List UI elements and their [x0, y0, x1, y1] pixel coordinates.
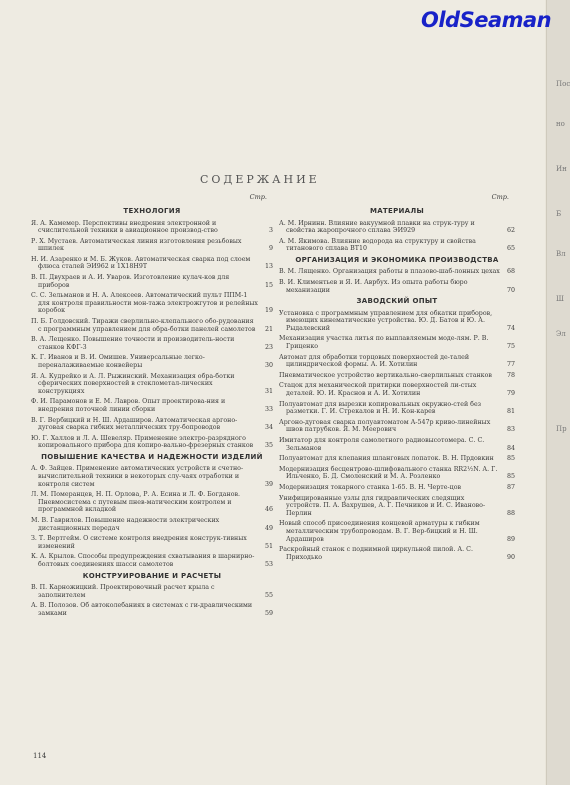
- toc-entry-page: 23: [264, 343, 273, 351]
- adjacent-page-fragment: Б: [556, 210, 562, 218]
- toc-entry[interactable]: [31, 220, 273, 235]
- toc-entry-title: Я. А. Камемер. Перспективы внедрения электронной и счислительной техники в авиационное производ-ство: [31, 219, 218, 235]
- toc-entry[interactable]: [279, 401, 515, 416]
- adjacent-page-fragment: Пос: [556, 80, 570, 88]
- toc-entry-page: 81: [506, 408, 515, 416]
- toc-entry-page: 62: [506, 227, 515, 235]
- toc-entry-title: Р. Х. Мустаев. Автоматическая линия изготовления резьбовых шпилек: [31, 237, 242, 253]
- toc-entry[interactable]: [31, 491, 273, 514]
- toc-entry-page: 68: [506, 268, 515, 276]
- toc-entry-page: 53: [264, 560, 273, 568]
- toc-entry-page: 70: [506, 286, 515, 294]
- toc-entry-title: А. М. Якимова. Влияние водорода на структуру и свойства титанового сплава ВТ10: [279, 237, 476, 253]
- toc-entry[interactable]: [279, 354, 515, 369]
- toc-entry-title: Ф. И. Парамонов и Е. М. Лавров. Опыт проектирова-ния и внедрения поточной линии сборки: [31, 398, 226, 413]
- toc-entry[interactable]: [279, 419, 515, 434]
- page-column-label: Стр.: [249, 193, 267, 201]
- toc-entry-page: 49: [264, 524, 273, 532]
- toc-entry-title: А. Ф. Зайцев. Применение автоматических устройств и счетно-вычислительной техники в некоторых слу-чаях отработки и контроля систем: [31, 465, 244, 488]
- toc-entry-page: 85: [506, 455, 515, 463]
- toc-entry[interactable]: [279, 455, 515, 463]
- adjacent-page-fragment: но: [556, 120, 565, 128]
- adjacent-page-strip: [546, 0, 570, 785]
- toc-entry[interactable]: [279, 437, 515, 452]
- toc-entry-title: Н. И. Азаренко и М. Б. Жуков. Автоматическая сварка под слоем флюса сталей ЭИ962 и 1Х18Н9Т: [31, 255, 251, 271]
- toc-entry-page: 13: [264, 263, 273, 271]
- toc-entry-title: Модернизация бесцентрово-шлифовального станка RR2½N. А. Г. Ильченко, Б. Д. Смоленский и М. А. Розленко: [279, 465, 498, 481]
- toc-entry-title: Я. А. Кудрейко и А. Л. Рыжинский. Механизация обра-ботки сферических поверхностей в стеклометал-лических конструкциях: [31, 372, 235, 395]
- adjacent-page-fragment: Ш: [556, 295, 564, 303]
- section-heading: ТЕХНОЛОГИЯ: [123, 207, 181, 215]
- page-column-label: Стр.: [491, 193, 509, 201]
- toc-entry-title: Ю. Г. Халлов и Л. А. Шевеляр. Применение электро-разрядного копировального прибора для копиро-вально-фрезерных станков: [31, 434, 254, 450]
- toc-entry-title: Пневматическое устройство вертикально-сверлильных станков: [279, 371, 492, 379]
- adjacent-page-fragment: Эл: [556, 330, 566, 338]
- toc-entry-title: Полуавтомат для клепания шланговых лопаток. В. Н. Прдовкин: [279, 455, 494, 463]
- toc-entry-page: 77: [506, 361, 515, 369]
- toc-entry-page: 3: [268, 227, 273, 235]
- section-heading: МАТЕРИАЛЫ: [369, 207, 425, 215]
- section-heading: КОНСТРУИРОВАНИЕ И РАСЧЕТЫ: [82, 571, 222, 580]
- toc-entry-title: В. Г. Вербицкий и Н. Ш. Ардаширов. Автоматическая аргоно-дуговая сварка гибких металлических тру-бопроводов: [31, 416, 238, 432]
- toc-entry[interactable]: [279, 466, 515, 481]
- toc-entry-title: В. М. Лященко. Организация работы в плазово-шаб-лонных цехах: [279, 268, 500, 276]
- toc-entry[interactable]: [279, 495, 515, 518]
- toc-entry-title: В. П. Карножицкий. Проектировочный расчет крыла с заполнителем: [31, 584, 215, 599]
- toc-entry[interactable]: [279, 382, 515, 397]
- toc-entry[interactable]: [31, 417, 273, 432]
- toc-entry-title: П. Б. Голдовский. Тиражи сверлильно-клепального обо-рудования с программным управлением для обра-ботки панелей самолетов: [31, 318, 256, 333]
- toc-entry-title: Стацок для механической притирки поверхностей ли-стых деталей. Ю. И. Краснов и А. И. Хотилин: [279, 382, 477, 397]
- toc-entry-title: С. С. Зельманов и Н. А. Алексеев. Автоматический пульт ППМ-1 для контроля правильности мон-тажа электрожгутов и релейных коробок: [31, 292, 258, 315]
- toc-entry[interactable]: [279, 310, 515, 333]
- toc-entry-page: 89: [506, 535, 515, 543]
- toc-entry-page: 39: [264, 480, 273, 488]
- toc-entry[interactable]: [279, 372, 515, 380]
- toc-entry-page: 33: [264, 405, 273, 413]
- adjacent-page-fragment: Пр: [556, 425, 567, 433]
- toc-entry[interactable]: [279, 520, 515, 543]
- toc-entry-page: 9: [268, 245, 273, 253]
- page-title: СОДЕРЖАНИЕ: [200, 173, 320, 186]
- toc-entry-title: Унифицированные узлы для гидравлических следящих устройств. П. А. Вахрушев, А. Г. Печников и И. С. Иваново-Перлин: [279, 494, 486, 517]
- toc-entry[interactable]: [279, 268, 515, 276]
- toc-entry-page: 65: [506, 245, 515, 253]
- toc-entry-title: В. И. Климентьев и Я. И. Аврбух. Из опыта работы бюро механизации: [279, 278, 468, 294]
- toc-entry-page: 83: [506, 426, 515, 434]
- toc-left-column: [31, 194, 273, 620]
- toc-entry[interactable]: [279, 238, 515, 253]
- toc-entry-title: Аргоно-дуговая сварка полуавтоматом А-547р криво-линейных швов патрубков. Я. М. Меерович: [279, 418, 491, 434]
- section-heading: ПОВЫШЕНИЕ КАЧЕСТВА И НАДЕЖНОСТИ ИЗДЕЛИЙ: [41, 452, 263, 461]
- toc-entry-title: З. Т. Вертгейм. О системе контроля внедрения конструк-тивных изменений: [31, 535, 247, 550]
- toc-entry-title: Модернизация токарного станка 1-65. В. Н. Черте-цов: [279, 483, 462, 491]
- toc-entry-title: Полуавтомат для вырезки копировальных окружно-стей без разметки. Г. И. Стрекалов и Н. И. Кон-карев: [279, 400, 482, 416]
- toc-entry-page: 19: [264, 307, 273, 315]
- adjacent-page-fragment: Ин: [556, 165, 567, 173]
- toc-entry-page: 21: [264, 325, 273, 333]
- toc-entry-page: 46: [264, 506, 273, 514]
- toc-entry-page: 51: [264, 542, 273, 550]
- toc-entry-page: 78: [506, 371, 515, 379]
- toc-right-column: [279, 194, 515, 564]
- toc-entry-page: 79: [506, 390, 515, 397]
- watermark-logo: OldSeaman: [421, 8, 552, 32]
- toc-entry-title: Раскройный станок с поднимной циркульной пилой. А. С. Приходько: [279, 546, 473, 561]
- toc-entry-title: В. П. Двухраев и А. И. Уваров. Изготовление кулач-ков для приборов: [31, 274, 230, 289]
- toc-entry[interactable]: [31, 517, 273, 532]
- toc-entry[interactable]: [31, 336, 273, 351]
- toc-entry-title: А. М. Ирнинн. Влияние вакуумной плавки на струк-туру и свойства жаропрочного сплава ЭИ929: [279, 219, 475, 235]
- toc-entry-title: В. А. Лещенко. Повышение точности и производитель-ности станков КФГ-3: [31, 336, 235, 351]
- toc-entry-page: 34: [264, 424, 273, 432]
- toc-entry-page: 90: [506, 553, 515, 561]
- adjacent-page-fragment: Вл: [556, 250, 566, 258]
- toc-entry[interactable]: [279, 484, 515, 492]
- toc-entry[interactable]: [31, 553, 273, 568]
- toc-entry[interactable]: [31, 256, 273, 271]
- toc-entry[interactable]: [279, 279, 515, 294]
- toc-entry[interactable]: [31, 584, 273, 599]
- toc-entry-title: Л. М. Померанцев, Н. П. Орлова, Р. А. Есина и Л. Ф. Богданов. Пневмосистема с путевым пнев-матическим контролем и программной вкладкой: [31, 491, 241, 514]
- toc-entry-page: 31: [264, 387, 273, 395]
- toc-entry-title: Механизация участка литья по выплавляемым моде-лям. Р. В. Гриценко: [279, 335, 489, 351]
- toc-entry-title: М. В. Гаврилов. Повышение надежности электрических дистанционных передач: [31, 517, 220, 532]
- toc-entry-page: 15: [264, 281, 273, 289]
- toc-entry-title: Установка с программным управлением для обкатки приборов, имеющих кинематические устройства. Ю. Д. Батов и Ю. А. Рыдалевский: [279, 309, 493, 332]
- toc-entry[interactable]: [31, 398, 273, 413]
- toc-entry[interactable]: [31, 318, 273, 333]
- toc-entry-page: 59: [264, 609, 273, 617]
- toc-entry-title: Автомат для обработки торцовых поверхностей де-талей цилиндрической формы. А. И. Хотилин: [279, 353, 470, 369]
- toc-entry[interactable]: [31, 435, 273, 450]
- toc-entry-page: 85: [506, 473, 515, 481]
- toc-entry-page: 75: [506, 343, 515, 351]
- toc-entry[interactable]: [31, 354, 273, 369]
- toc-entry[interactable]: [279, 546, 515, 561]
- toc-entry-title: Имитатор для контроля самолетного радиовысотомера. С. С. Зельманов: [279, 436, 485, 452]
- toc-entry-page: 84: [506, 444, 515, 452]
- toc-entry[interactable]: [31, 465, 273, 488]
- toc-entry[interactable]: [31, 238, 273, 253]
- toc-entry-page: 88: [506, 509, 515, 517]
- section-heading: ЗАВОДСКИЙ ОПЫТ: [356, 297, 438, 306]
- toc-entry-page: 30: [264, 362, 273, 369]
- toc-entry[interactable]: [31, 535, 273, 550]
- page-number: 114: [33, 752, 47, 760]
- toc-entry-title: Новый способ присоединения концевой арматуры к гибким металлическим трубопроводам. В. Г. Вер-бицкий и Н. Ш. Ардаширов: [279, 520, 480, 543]
- section-heading: ОРГАНИЗАЦИЯ И ЭКОНОМИКА ПРОИЗВОДСТВА: [295, 255, 499, 264]
- toc-entry-page: 87: [506, 483, 515, 491]
- toc-entry[interactable]: [31, 373, 273, 396]
- toc-entry-page: 55: [264, 591, 273, 599]
- toc-entry-title: А. В. Полозов. Об автоколебаниях в системах с ги-дравлическими замками: [31, 602, 253, 617]
- toc-entry-title: К. Г. Иванов и В. И. Омишев. Универсальные легко-переналаживаемые конвейеры: [31, 354, 205, 369]
- toc-entry[interactable]: [31, 274, 273, 289]
- toc-entry-title: К. А. Крылов. Способы предупреждения схватывания в шарнирно-болтовых соединениях шасси самолетов: [31, 553, 255, 568]
- toc-entry-page: 35: [264, 442, 273, 450]
- toc-entry[interactable]: [279, 220, 515, 235]
- toc-entry[interactable]: [31, 602, 273, 617]
- toc-entry[interactable]: [31, 292, 273, 315]
- toc-entry[interactable]: [279, 335, 515, 350]
- toc-entry-page: 74: [506, 324, 515, 332]
